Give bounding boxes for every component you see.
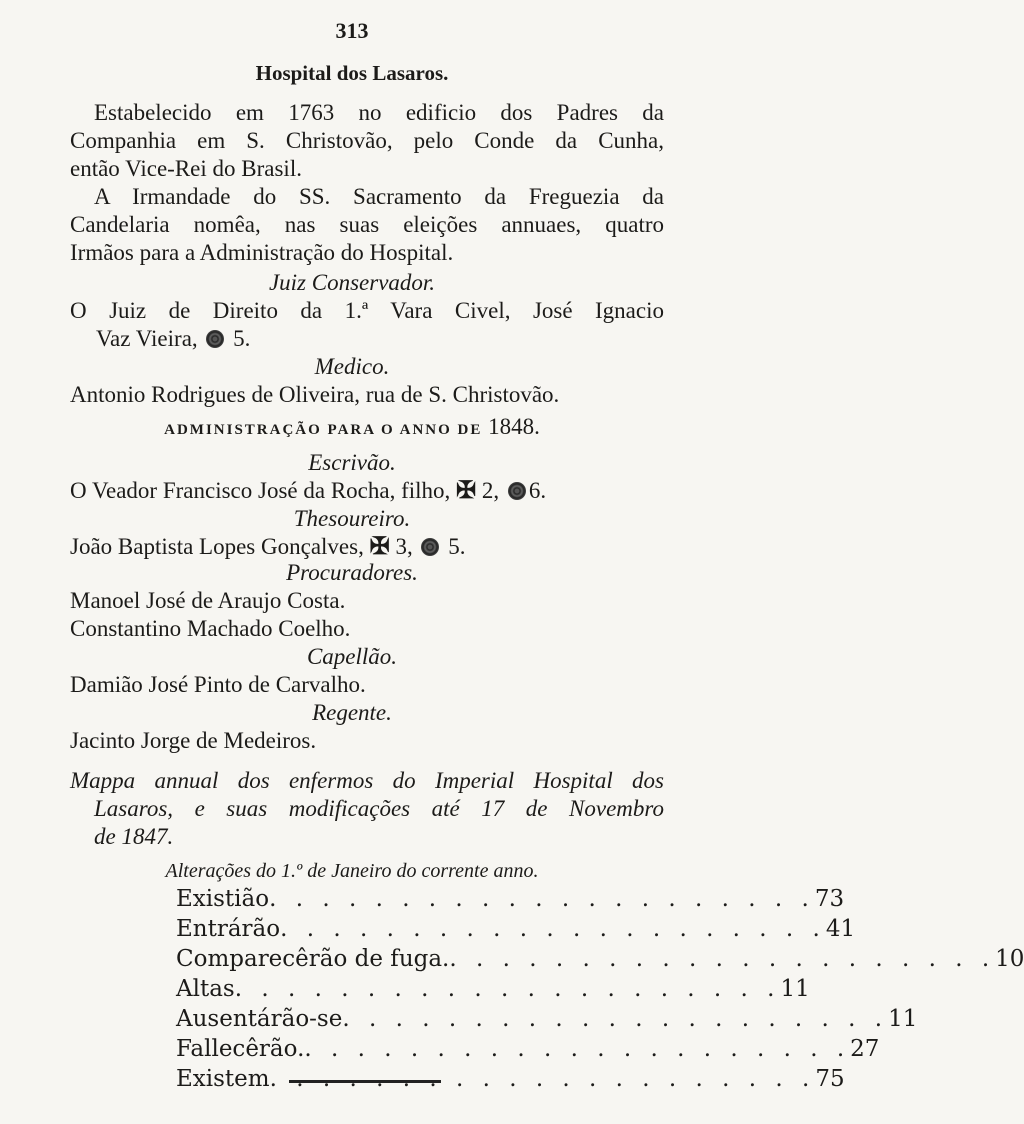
administracao-label: ADMINISTRAÇÃO PARA O ANNO DE — [164, 422, 483, 438]
heading-regente: Regente. — [312, 700, 392, 725]
row-value: 73 — [814, 886, 845, 912]
cross-order-icon: ✠ — [369, 534, 390, 560]
rose-order-icon — [508, 482, 526, 500]
row-label: Fallecêrão. — [176, 1036, 305, 1062]
heading-procuradores: Procuradores. — [286, 560, 418, 585]
leader-dots: . . . . . . . . . . . . . . . . . . . . . — [234, 976, 781, 1002]
row-label: Ausentárão-se — [176, 1006, 343, 1032]
page-number: 313 — [335, 18, 369, 43]
page-title: Hospital dos Lasaros. — [255, 61, 449, 85]
row-value: 11 — [780, 976, 810, 1002]
escrivao-name: O Veador Francisco José da Rocha, filho, — [70, 478, 451, 503]
row-label: Comparecêrão de fuga. — [176, 946, 450, 972]
juiz-rank: 5. — [233, 326, 251, 351]
table-row — [176, 886, 845, 916]
administracao-year: 1848. — [488, 414, 540, 439]
intro-line-5: Candelaria nomêa, nas suas eleições annuaes, quatro — [70, 212, 664, 237]
leader-dots: . . . . . . . . . . . . . . . . . . . . . — [449, 946, 996, 972]
administracao-heading — [0, 414, 704, 443]
intro-line-6: Irmãos para a Administração do Hospital. — [70, 240, 454, 265]
escrivao-line — [70, 478, 546, 504]
thesoureiro-n2: 5. — [448, 534, 466, 559]
intro-line-1: Estabelecido em 1763 no edificio dos Padres da — [94, 100, 664, 125]
leader-dots: . . . . . . . . . . . . . . . . . . . . . — [280, 916, 826, 942]
table-row — [176, 1036, 880, 1066]
rose-order-icon — [421, 538, 439, 556]
juiz-name-end: Vaz Vieira, — [96, 326, 198, 351]
procurador-1: Manoel José de Araujo Costa. — [70, 588, 346, 613]
row-label: Existem — [176, 1066, 270, 1092]
closing-rule — [289, 1080, 441, 1083]
row-value: 10 — [995, 946, 1024, 972]
table-row — [176, 916, 856, 946]
heading-medico: Medico. — [314, 354, 390, 379]
row-value: 11 — [888, 1006, 918, 1032]
medico-name: Antonio Rodrigues de Oliveira, rua de S. Christovão. — [70, 382, 560, 407]
row-label: Entrárão — [176, 916, 281, 942]
heading-juiz: Juiz Conservador. — [268, 270, 436, 295]
row-value: 27 — [850, 1036, 880, 1062]
table-row — [176, 946, 1024, 976]
leader-dots: . . . . . . . . . . . . . . . . . . . . . — [269, 1066, 816, 1092]
cross-order-icon: ✠ — [456, 478, 477, 504]
row-label: Altas — [176, 976, 235, 1002]
capellao-name: Damião José Pinto de Carvalho. — [70, 672, 366, 697]
regente-name: Jacinto Jorge de Medeiros. — [70, 728, 317, 753]
escrivao-n1: 2, — [481, 478, 500, 503]
table-row — [176, 976, 810, 1006]
thesoureiro-line — [70, 534, 465, 560]
leader-dots: . . . . . . . . . . . . . . . . . . . . . — [269, 886, 815, 912]
leader-dots: . . . . . . . . . . . . . . . . . . . . . — [304, 1036, 851, 1062]
heading-thesoureiro: Thesoureiro. — [293, 506, 411, 531]
mappa-line-3: de 1847. — [94, 824, 174, 849]
thesoureiro-name: João Baptista Lopes Gonçalves, — [70, 534, 364, 559]
juiz-line-1: O Juiz de Direito da 1.ª Vara Civel, José Ignacio — [70, 298, 664, 323]
thesoureiro-n1: 3, — [395, 534, 413, 559]
intro-line-4: A Irmandade do SS. Sacramento da Freguezia da — [94, 184, 664, 209]
heading-capellao: Capellão. — [306, 644, 398, 669]
intro-line-3: então Vice-Rei do Brasil. — [70, 156, 302, 181]
rose-order-icon — [206, 330, 224, 348]
escrivao-n2: 6. — [528, 478, 547, 503]
row-value: 41 — [825, 916, 856, 942]
table-row — [176, 1006, 918, 1036]
heading-escrivao: Escrivão. — [308, 450, 396, 475]
leader-dots: . . . . . . . . . . . . . . . . . . . . . — [342, 1006, 889, 1032]
row-value: 75 — [815, 1066, 845, 1092]
intro-line-2: Companhia em S. Christovão, pelo Conde da Cunha, — [70, 128, 664, 153]
row-label: Existião — [176, 886, 270, 912]
mappa-line-2: Lasaros, e suas modificações até 17 de Novembro — [94, 796, 664, 821]
juiz-line-2 — [96, 326, 250, 352]
mappa-subheading: Alterações do 1.º de Janeiro do corrente anno. — [165, 860, 539, 882]
procurador-2: Constantino Machado Coelho. — [70, 616, 351, 641]
mappa-line-1: Mappa annual dos enfermos do Imperial Hospital dos — [70, 768, 664, 793]
alteracoes-table — [176, 886, 1024, 1096]
